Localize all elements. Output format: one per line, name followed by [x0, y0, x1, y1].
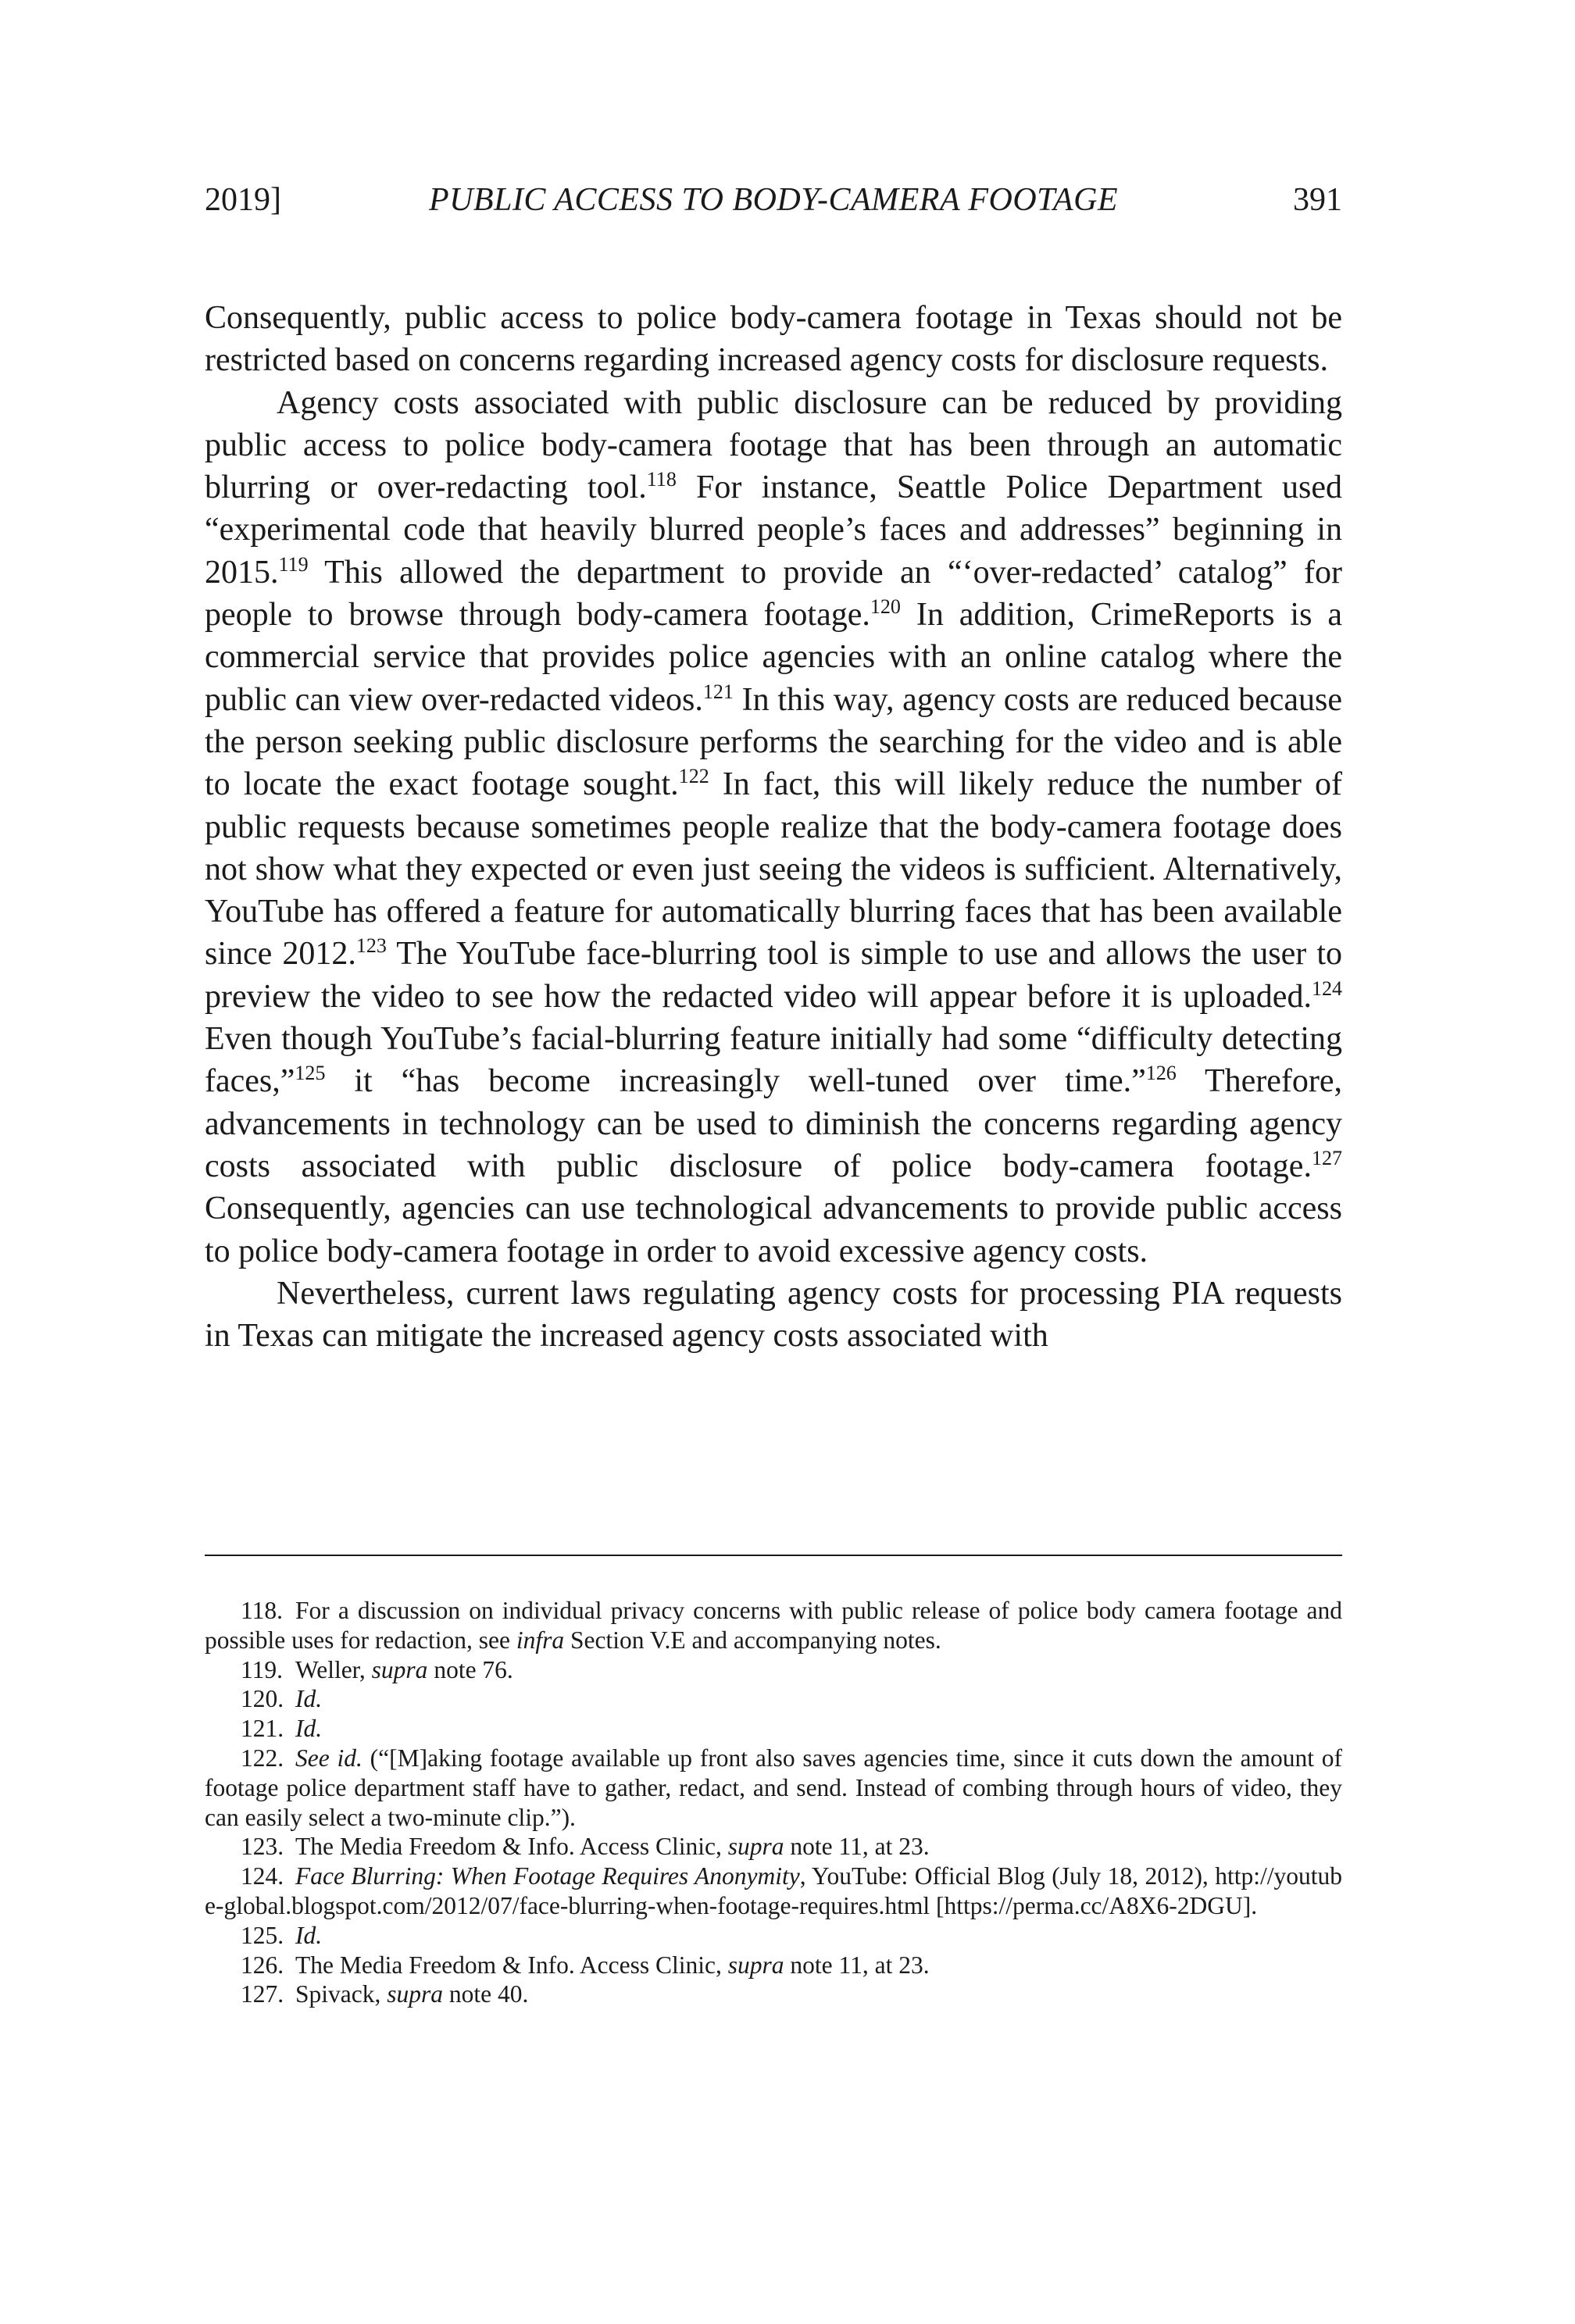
footnote-italic: Id.	[295, 1921, 323, 1949]
footnote-text: note 11, at 23.	[784, 1833, 930, 1861]
footnote-ref-119[interactable]: 119	[278, 552, 309, 576]
sentence: For instance, Seattle Police Department used “experimental code that heavily blurred people’s faces and addresses” beginning in 2015.	[205, 469, 1342, 591]
footnote-italic: Face Blurring: When Footage Requires Anonymity	[295, 1862, 800, 1890]
header-year: 2019]	[205, 182, 281, 218]
footnote-ref-124[interactable]: 124	[1311, 976, 1342, 1000]
footnote-divider	[205, 1555, 1342, 1556]
sentence: This allowed the department to provide an “‘over-redacted’ catalog” for people to browse through body-camera footage.	[205, 554, 1342, 634]
footnote-ref-123[interactable]: 123	[355, 934, 387, 958]
footnote-123	[205, 1832, 1342, 1862]
footnote-ref-126[interactable]: 126	[1145, 1062, 1177, 1085]
footnote-text: The Media Freedom & Info. Access Clinic,	[295, 1833, 728, 1861]
footnote-italic: supra	[727, 1951, 784, 1979]
footnote-number: 126.	[241, 1951, 284, 1979]
footnote-ref-125[interactable]: 125	[295, 1062, 326, 1085]
footnote-number: 120.	[241, 1685, 284, 1713]
footnote-ref-118[interactable]: 118	[646, 468, 677, 491]
paragraph-2	[205, 382, 1342, 1273]
footnote-link[interactable]: http://youtube-global.blogspot.com/2012/07/face-blurring-when-footage-requires.html	[205, 1862, 1343, 1919]
footnote-118	[205, 1596, 1342, 1655]
footnote-text: (“[M]aking footage available up front also saves agencies time, since it cuts down the amount of footage police department staff have to gather, redact, and send. Instead of combing through hours of video, they can easily select a two-minute clip.”).	[205, 1744, 1343, 1831]
footnote-number: 127.	[241, 1980, 284, 2008]
footnote-122	[205, 1744, 1342, 1832]
footnote-126	[205, 1951, 1342, 1980]
footnote-text: note 11, at 23.	[784, 1951, 930, 1979]
paragraph-1: Consequently, public access to police body-camera footage in Texas should not be restricted based on concerns regarding increased agency costs for disclosure requests.	[205, 300, 1342, 379]
header-title: PUBLIC ACCESS TO BODY-CAMERA FOOTAGE	[428, 182, 1119, 218]
footnote-text: note 76.	[427, 1655, 513, 1683]
footnote-number: 125.	[241, 1921, 284, 1949]
sentence: Therefore, advancements in technology can be used to diminish the concerns regarding agency costs associated with public disclosure of police body-camera footage.	[205, 1063, 1342, 1184]
footnote-text: For a discussion on individual privacy concerns with public release of police body camera footage and possible uses for redaction, see	[205, 1597, 1342, 1654]
footnote-ref-121[interactable]: 121	[702, 680, 734, 703]
footnote-italic: infra	[516, 1626, 565, 1654]
sentence: Consequently, agencies can use technological advancements to provide public access to police body-camera footage in order to avoid excessive agency costs.	[205, 1191, 1342, 1269]
footnote-italic: supra	[387, 1980, 444, 2008]
paragraph-3: Nevertheless, current laws regulating agency costs for processing PIA requests in Texas can mitigate the increased agency costs associated with	[205, 1275, 1342, 1355]
footnote-number: 119.	[241, 1655, 283, 1683]
main-text	[205, 297, 1342, 1357]
footnote-ref-122[interactable]: 122	[678, 765, 709, 788]
footnote-number: 123.	[241, 1833, 284, 1861]
sentence: In addition, CrimeReports is a commercial service that provides police agencies with an online catalog where the public can view over-redacted videos.	[205, 597, 1342, 718]
footnote-127	[205, 1980, 1342, 2009]
footnote-ref-127[interactable]: 127	[1311, 1146, 1342, 1169]
footnote-italic: supra	[727, 1833, 784, 1861]
footnotes	[205, 1596, 1342, 2009]
footnote-text: note 40.	[443, 1980, 529, 2008]
running-header	[205, 181, 1342, 228]
footnote-text: , YouTube: Official Blog (July 18, 2012),	[799, 1862, 1216, 1890]
footnote-italic: Id.	[295, 1685, 323, 1713]
footnote-number: 118.	[241, 1597, 283, 1624]
sentence: In this way, agency costs are reduced because the person seeking public disclosure performs the searching for the video and is able to locate the exact footage sought.	[205, 681, 1342, 803]
sentence: Agency costs associated with public disclosure can be reduced by providing public access to police body-camera footage that has been through an automatic blurring or over-redacting tool.	[205, 384, 1342, 506]
page-number: 391	[1293, 182, 1342, 218]
footnote-text: Weller,	[295, 1655, 372, 1683]
footnote-archive-link[interactable]: [https://perma.cc/A8X6-2DGU].	[930, 1891, 1258, 1919]
footnote-text: Spivack,	[295, 1980, 388, 2008]
sentence: The YouTube face-blurring tool is simple to use and allows the user to preview the video to see how the redacted video will appear before it is uploaded.	[205, 936, 1343, 1015]
footnote-ref-120[interactable]: 120	[870, 595, 901, 619]
footnote-125	[205, 1921, 1342, 1951]
footnote-number: 121.	[241, 1715, 284, 1743]
footnote-text: Section V.E and accompanying notes.	[564, 1626, 941, 1654]
footnote-number: 122.	[241, 1744, 284, 1772]
footnote-119	[205, 1655, 1342, 1685]
footnote-italic: supra	[371, 1655, 428, 1683]
footnote-120	[205, 1684, 1342, 1714]
footnote-text: The Media Freedom & Info. Access Clinic,	[295, 1951, 728, 1979]
footnote-124	[205, 1862, 1342, 1921]
footnote-italic: See id.	[295, 1744, 362, 1772]
sentence: Even though YouTube’s facial-blurring feature initially had some “difficulty detecting faces,”	[205, 1021, 1342, 1100]
sentence: In fact, this will likely reduce the number of public requests because sometimes people realize that the body-camera footage does not show what they expected or even just seeing the videos is sufficient. Alternatively, YouTube has offered a feature for automatically blurring faces that has been available since 2012.	[205, 766, 1342, 973]
sentence: it “has become increasingly well-tuned over time.”	[325, 1063, 1146, 1100]
footnote-italic: Id.	[295, 1715, 323, 1743]
footnote-121	[205, 1714, 1342, 1744]
footnote-number: 124.	[241, 1862, 284, 1890]
